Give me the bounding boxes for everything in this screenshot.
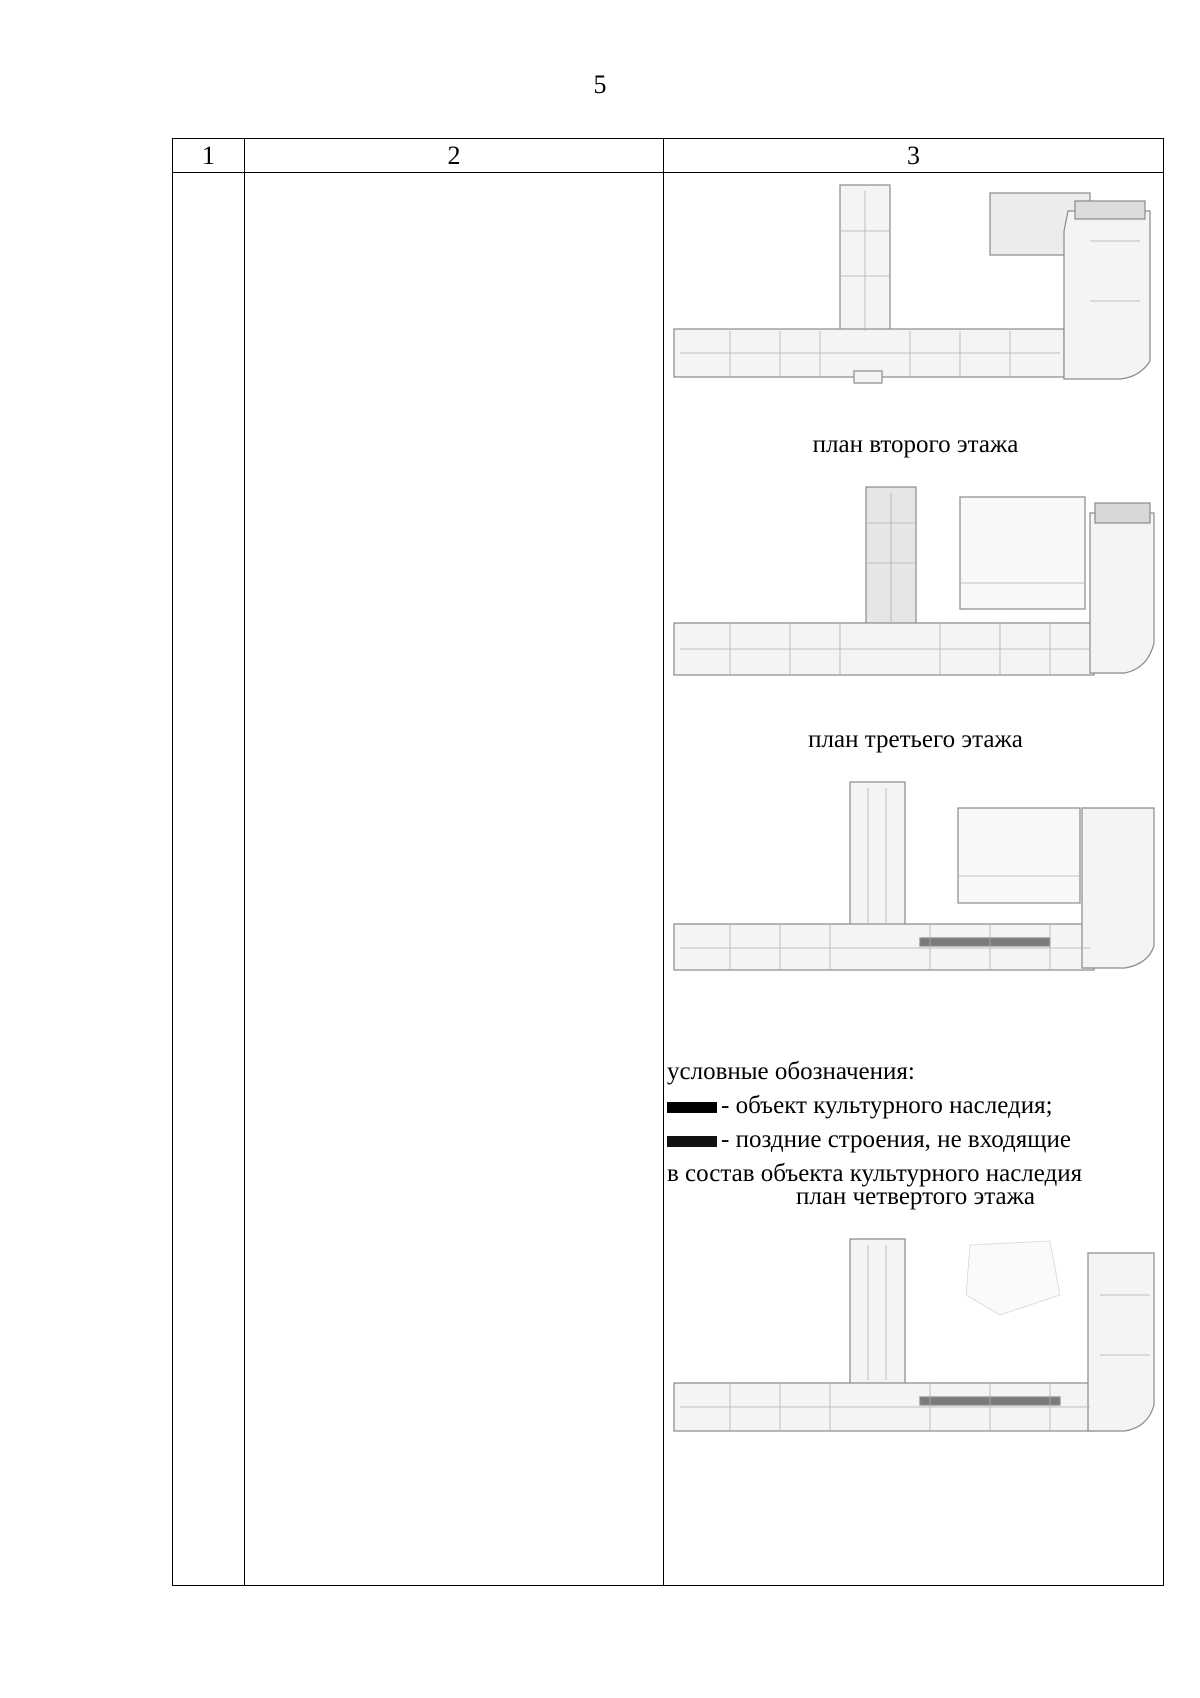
caption-plan-third-floor: план третьего этажа xyxy=(808,726,1023,753)
floor-plan-drawing-2 xyxy=(670,483,1158,688)
floor-plan-drawing-3 xyxy=(670,778,1158,983)
caption-plan-second-floor: план второго этажа xyxy=(812,431,1019,458)
floor-plan-image xyxy=(670,483,1158,688)
legend-continuation: в состав объекта культурного наследия xyxy=(667,1160,1083,1187)
floor-plan-drawing-1 xyxy=(670,181,1158,393)
header-col-2: 2 xyxy=(245,139,664,173)
caption-plan-fourth-floor: план четвертого этажа xyxy=(795,1183,1035,1210)
document-table xyxy=(172,138,1164,1586)
floor-plan-image xyxy=(670,778,1158,983)
cell-col-2 xyxy=(245,173,664,1586)
header-col-1: 1 xyxy=(173,139,245,173)
legend-title: условные обозначения: xyxy=(667,1058,915,1085)
floor-plan-image xyxy=(670,1235,1158,1450)
floor-plan-image xyxy=(670,181,1158,393)
legend-item-label: - поздние строения, не входящие xyxy=(721,1126,1071,1153)
table-body-row xyxy=(173,173,1164,1586)
page-number: 5 xyxy=(593,70,607,99)
cell-col-1 xyxy=(173,173,245,1586)
black-bar-swatch-icon xyxy=(667,1102,717,1113)
header-col-3: 3 xyxy=(664,139,1164,173)
table-header-row xyxy=(173,139,1164,173)
black-bar-swatch-icon xyxy=(667,1136,717,1147)
cell-col-3 xyxy=(664,173,1164,1586)
legend-item-heritage xyxy=(667,1089,1167,1123)
legend xyxy=(667,1055,1167,1191)
legend-item-late-buildings xyxy=(667,1123,1167,1157)
legend-item-label: - объект культурного наследия; xyxy=(721,1092,1053,1119)
floor-plan-drawing-4 xyxy=(670,1235,1158,1450)
